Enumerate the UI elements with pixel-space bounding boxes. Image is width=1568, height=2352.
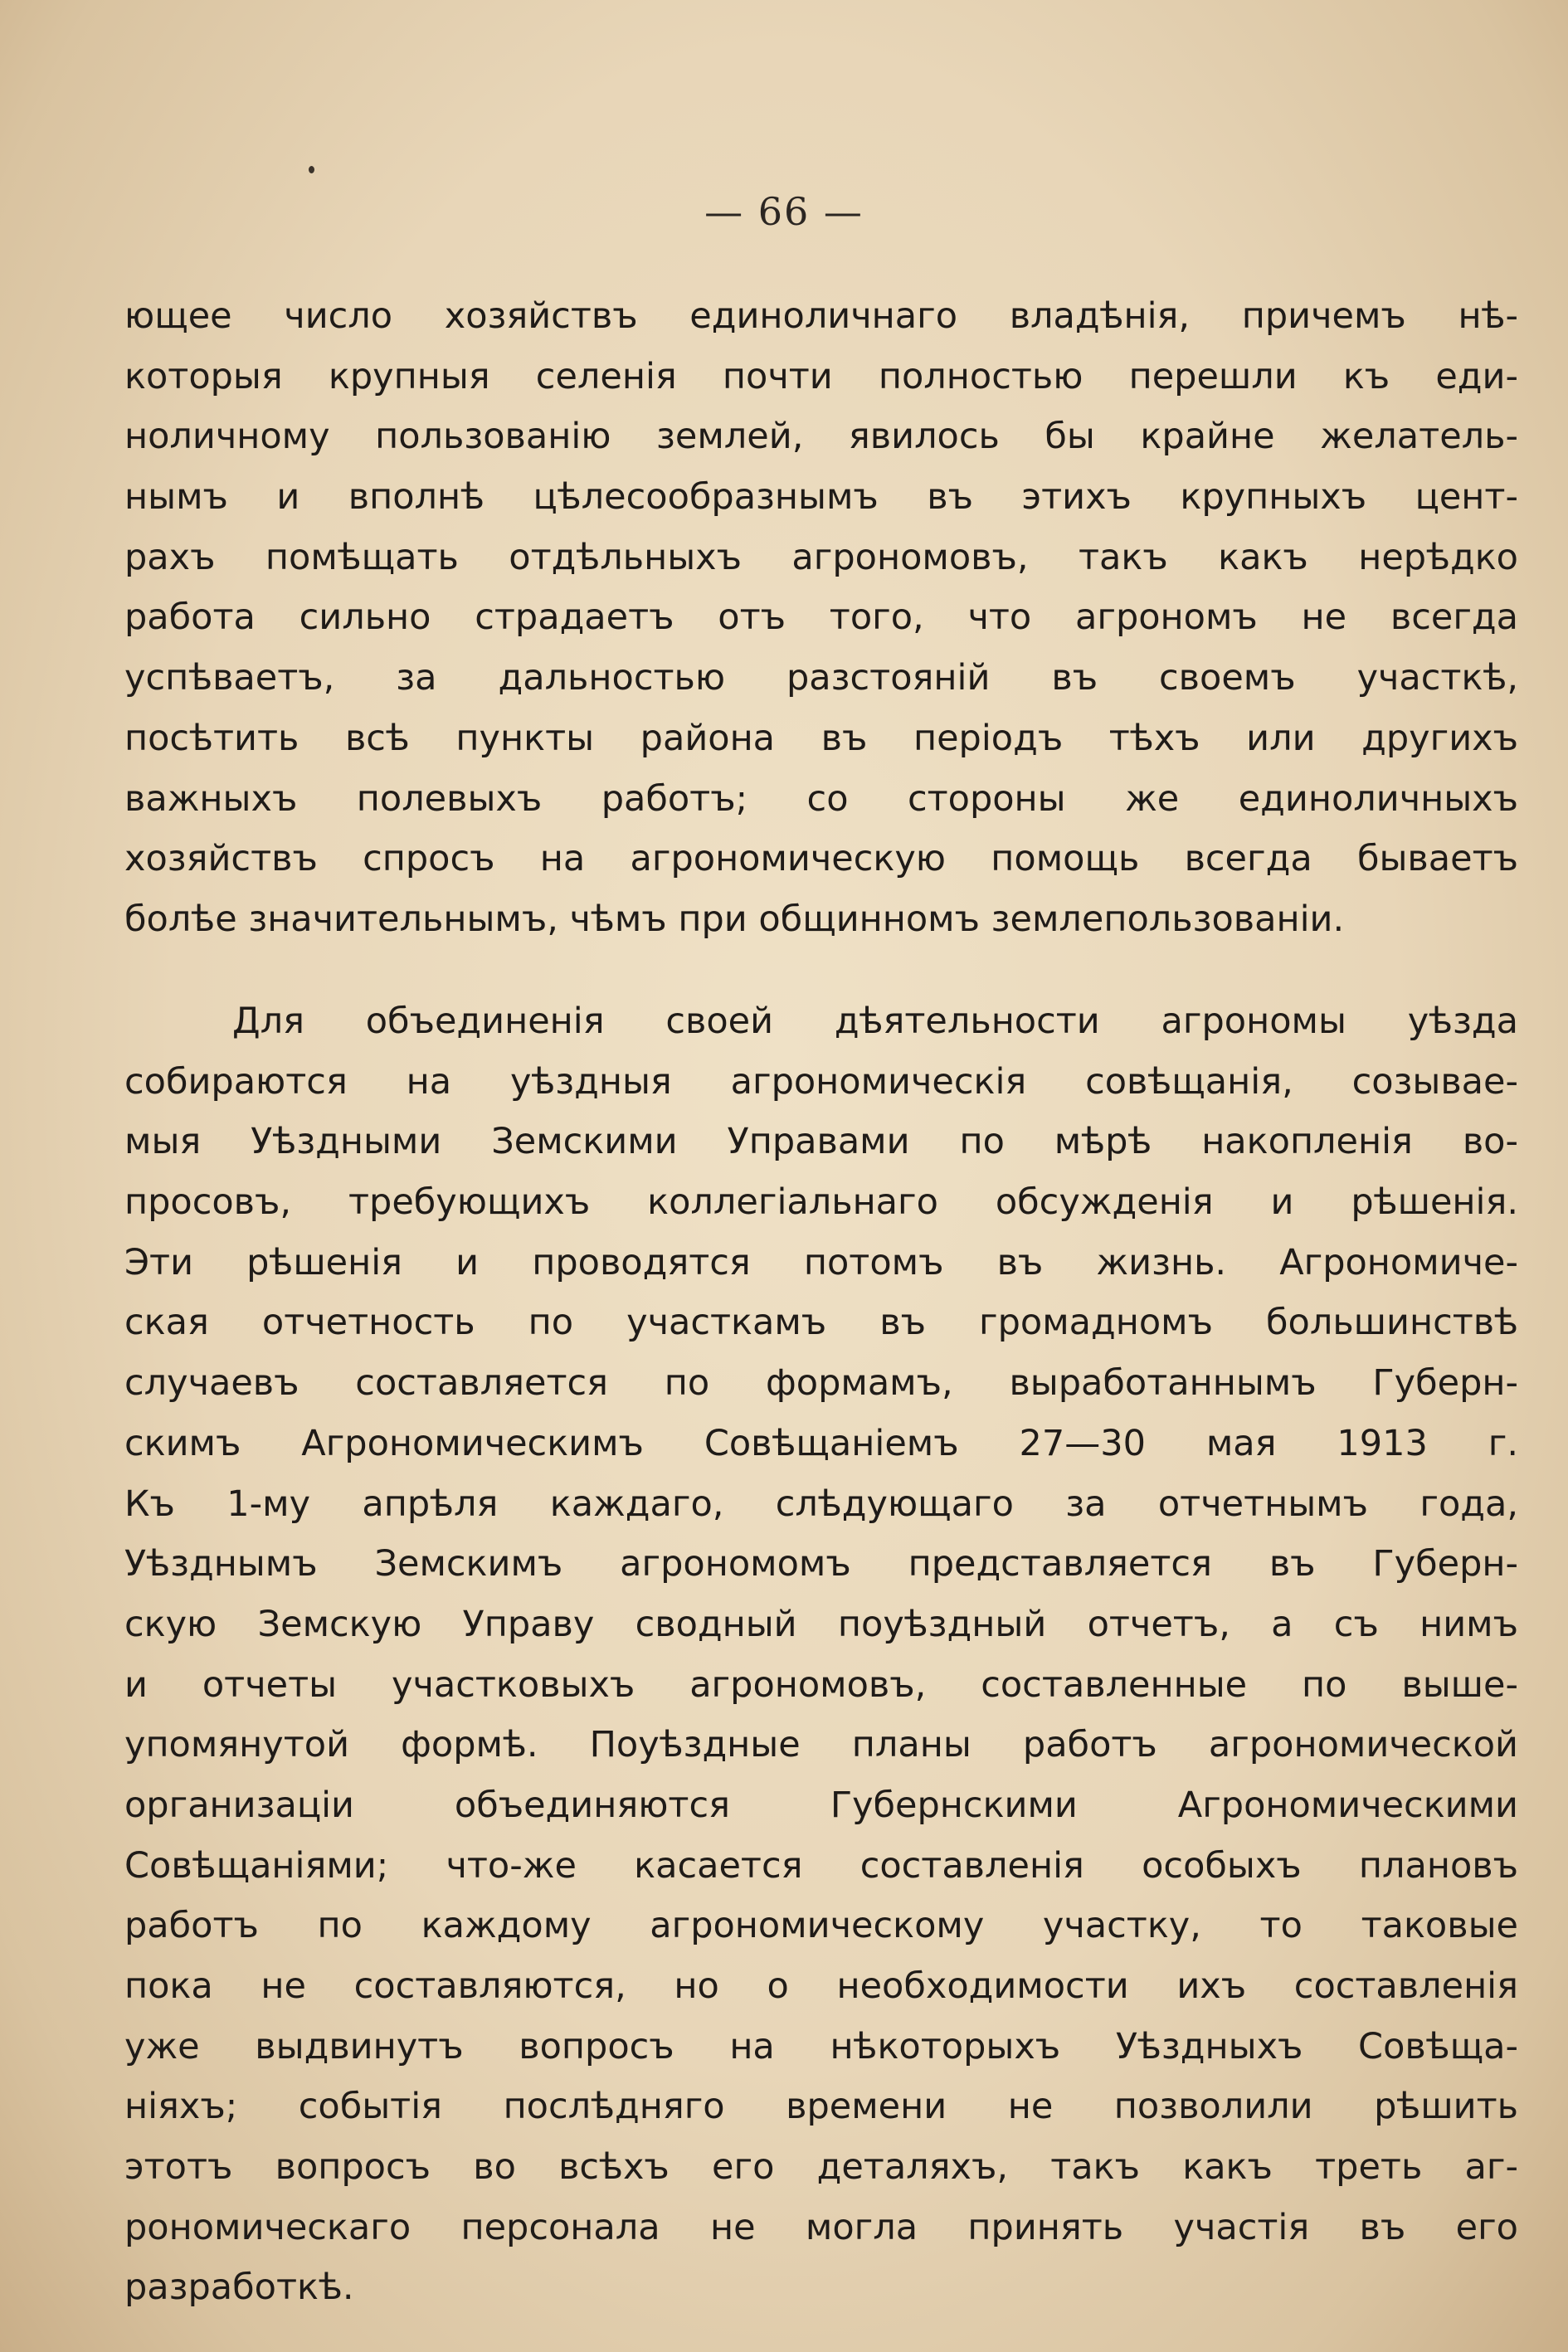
text-line: этотъ вопросъ во всѣхъ его деталяхъ, такъ какъ треть аг- bbox=[124, 2146, 1518, 2189]
text-line: ская отчетность по участкамъ въ громадномъ большинствѣ bbox=[124, 1302, 1518, 1344]
text-line: Эти рѣшенія и проводятся потомъ въ жизнь. Агрономиче- bbox=[124, 1241, 1518, 1283]
text-line: нымъ и вполнѣ цѣлесообразнымъ въ этихъ крупныхъ цент- bbox=[124, 476, 1518, 519]
text-line: ноличному пользованію землей, явилось бы крайне желатель- bbox=[124, 416, 1518, 458]
text-line: разработкѣ. bbox=[124, 2267, 354, 2309]
text-line: Къ 1-му апрѣля каждаго, слѣдующаго за отчетнымъ года, bbox=[124, 1483, 1518, 1525]
text-line: скимъ Агрономическимъ Совѣщаніемъ 27—30 мая 1913 г. bbox=[124, 1422, 1518, 1464]
text-line: уже выдвинутъ вопросъ на нѣкоторыхъ Уѣздныхъ Совѣща- bbox=[124, 2025, 1518, 2067]
text-line: работъ по каждому агрономическому участку, то таковые bbox=[124, 1905, 1518, 1947]
text-line: случаевъ составляется по формамъ, выработаннымъ Губерн- bbox=[124, 1362, 1518, 1405]
text-line: ніяхъ; событія послѣдняго времени не позволили рѣшить bbox=[124, 2086, 1518, 2128]
text-line: посѣтить всѣ пункты района въ періодъ тѣхъ или другихъ bbox=[124, 717, 1518, 759]
text-line: хозяйствъ спросъ на агрономическую помощь всегда бываетъ bbox=[124, 838, 1518, 880]
text-line: рахъ помѣщать отдѣльныхъ агрономовъ, такъ какъ нерѣдко bbox=[124, 536, 1518, 578]
text-line: успѣваетъ, за дальностью разстояній въ своемъ участкѣ, bbox=[124, 657, 1518, 699]
text-line: Уѣзднымъ Земскимъ агрономомъ представляется въ Губерн- bbox=[124, 1543, 1518, 1585]
text-line: работа сильно страдаетъ отъ того, что агрономъ не всегда bbox=[124, 597, 1518, 639]
text-line: рономическаго персонала не могла принять участія въ его bbox=[124, 2206, 1518, 2248]
text-line: мыя Уѣздными Земскими Управами по мѣрѣ накопленія во- bbox=[124, 1121, 1518, 1163]
text-line: болѣе значительнымъ, чѣмъ при общинномъ землепользованіи. bbox=[124, 898, 1345, 940]
text-line: Совѣщаніями; что-же касается составленія особыхъ плановъ bbox=[124, 1844, 1518, 1887]
text-line: просовъ, требующихъ коллегіальнаго обсужденія и рѣшенія. bbox=[124, 1181, 1518, 1224]
text-line: Для объединенія своей дѣятельности агрономы уѣзда bbox=[232, 1001, 1518, 1042]
paragraph-2 bbox=[124, 991, 1518, 2318]
paragraph-1 bbox=[124, 286, 1518, 950]
text-line: скую Земскую Управу сводный поуѣздный отчетъ, а съ нимъ bbox=[124, 1603, 1518, 1645]
text-line: пока не составляются, но о необходимости ихъ составленія bbox=[124, 1965, 1518, 2007]
ink-speck bbox=[309, 166, 314, 173]
text-line: ющее число хозяйствъ единоличнаго владѣнія, причемъ нѣ- bbox=[124, 295, 1518, 337]
text-line: важныхъ полевыхъ работъ; со стороны же единоличныхъ bbox=[124, 777, 1518, 820]
page-number: — 66 — bbox=[704, 189, 864, 234]
text-line: организаціи объединяются Губернскими Агрономическими bbox=[124, 1784, 1518, 1826]
text-line: упомянутой формѣ. Поуѣздные планы работъ агрономической bbox=[124, 1724, 1518, 1766]
text-line: и отчеты участковыхъ агрономовъ, составленные по выше- bbox=[124, 1663, 1518, 1706]
text-line: собираются на уѣздныя агрономическія совѣщанія, созывае- bbox=[124, 1060, 1518, 1103]
text-line: которыя крупныя селенія почти полностью перешли къ еди- bbox=[124, 355, 1518, 397]
